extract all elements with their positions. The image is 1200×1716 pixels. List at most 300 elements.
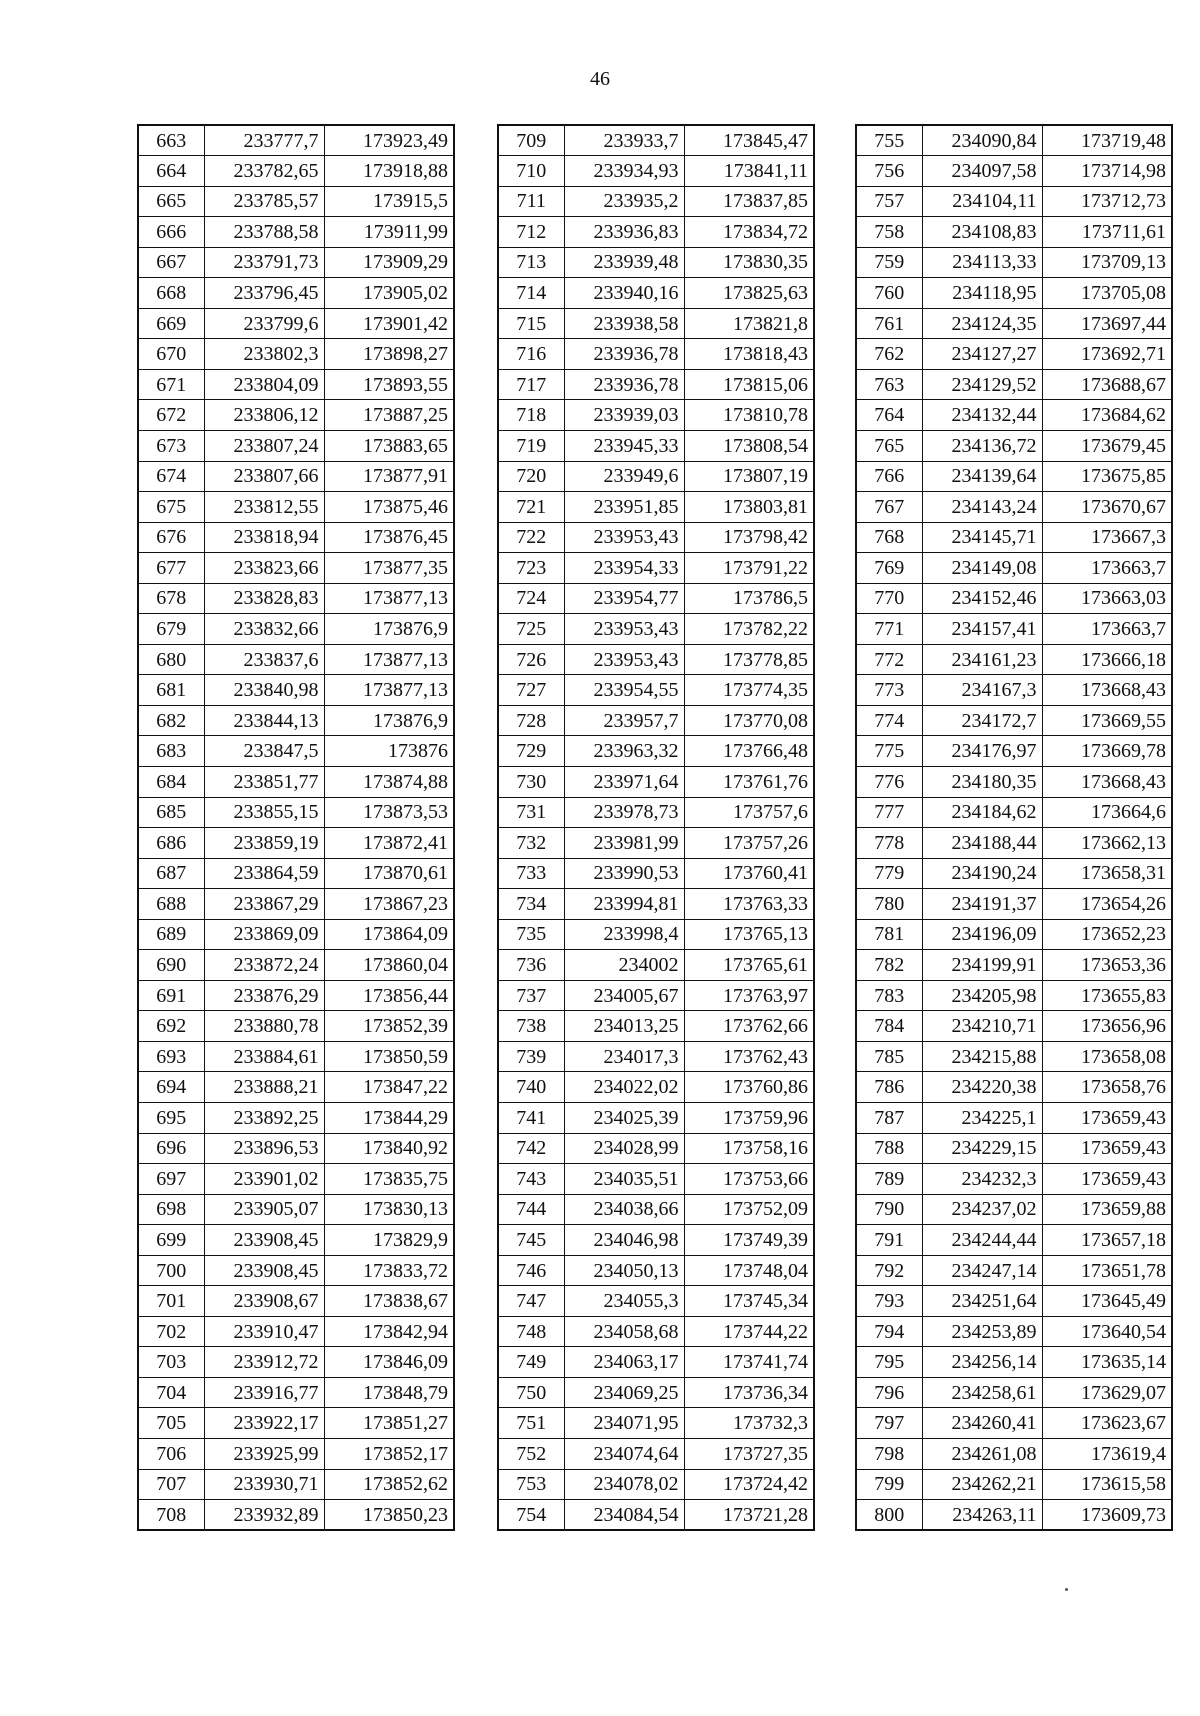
x-coordinate-cell: 234127,27 (922, 339, 1042, 370)
y-coordinate-cell: 173835,75 (324, 1164, 454, 1195)
y-coordinate-cell: 173848,79 (324, 1377, 454, 1408)
point-number-cell: 692 (138, 1011, 204, 1042)
y-coordinate-cell: 173818,43 (684, 339, 814, 370)
x-coordinate-cell: 234237,02 (922, 1194, 1042, 1225)
y-coordinate-cell: 173736,34 (684, 1377, 814, 1408)
point-number-cell: 786 (856, 1072, 922, 1103)
y-coordinate-cell: 173815,06 (684, 369, 814, 400)
table-row (138, 1500, 454, 1531)
table-row (498, 1072, 814, 1103)
y-coordinate-cell: 173770,08 (684, 705, 814, 736)
x-coordinate-cell: 233954,33 (564, 553, 684, 584)
y-coordinate-cell: 173709,13 (1042, 247, 1172, 278)
table-row (138, 1103, 454, 1134)
point-number-cell: 772 (856, 644, 922, 675)
y-coordinate-cell: 173852,39 (324, 1011, 454, 1042)
y-coordinate-cell: 173765,61 (684, 950, 814, 981)
point-number-cell: 689 (138, 919, 204, 950)
y-coordinate-cell: 173774,35 (684, 675, 814, 706)
x-coordinate-cell: 233806,12 (204, 400, 324, 431)
y-coordinate-cell: 173609,73 (1042, 1500, 1172, 1531)
y-coordinate-cell: 173721,28 (684, 1500, 814, 1531)
table-row (138, 1041, 454, 1072)
table-row (856, 278, 1172, 309)
table-row (498, 675, 814, 706)
y-coordinate-cell: 173744,22 (684, 1316, 814, 1347)
x-coordinate-cell: 234263,11 (922, 1500, 1042, 1531)
x-coordinate-cell: 233818,94 (204, 522, 324, 553)
table-row (856, 1286, 1172, 1317)
table-row (856, 1194, 1172, 1225)
y-coordinate-cell: 173724,42 (684, 1469, 814, 1500)
x-coordinate-cell: 233782,65 (204, 156, 324, 187)
point-number-cell: 768 (856, 522, 922, 553)
y-coordinate-cell: 173663,03 (1042, 583, 1172, 614)
point-number-cell: 715 (498, 308, 564, 339)
point-number-cell: 666 (138, 217, 204, 248)
table-row (138, 1377, 454, 1408)
x-coordinate-cell: 233847,5 (204, 736, 324, 767)
point-number-cell: 707 (138, 1469, 204, 1500)
table-row (498, 1347, 814, 1378)
coordinates-table-1 (137, 124, 455, 1531)
x-coordinate-cell: 233957,7 (564, 705, 684, 736)
x-coordinate-cell: 233788,58 (204, 217, 324, 248)
table-row (138, 919, 454, 950)
table-row (498, 1316, 814, 1347)
point-number-cell: 685 (138, 797, 204, 828)
x-coordinate-cell: 234132,44 (922, 400, 1042, 431)
table-row (498, 705, 814, 736)
point-number-cell: 693 (138, 1041, 204, 1072)
x-coordinate-cell: 234090,84 (922, 125, 1042, 156)
table-row (138, 1011, 454, 1042)
x-coordinate-cell: 233840,98 (204, 675, 324, 706)
table-row (498, 125, 814, 156)
point-number-cell: 669 (138, 308, 204, 339)
table-row (856, 1133, 1172, 1164)
table-row (498, 980, 814, 1011)
x-coordinate-cell: 234229,15 (922, 1133, 1042, 1164)
table-row (856, 369, 1172, 400)
x-coordinate-cell: 233935,2 (564, 186, 684, 217)
y-coordinate-cell: 173652,23 (1042, 919, 1172, 950)
y-coordinate-cell: 173766,48 (684, 736, 814, 767)
table-row (856, 858, 1172, 889)
y-coordinate-cell: 173714,98 (1042, 156, 1172, 187)
point-number-cell: 752 (498, 1439, 564, 1470)
y-coordinate-cell: 173760,86 (684, 1072, 814, 1103)
x-coordinate-cell: 234191,37 (922, 889, 1042, 920)
y-coordinate-cell: 173872,41 (324, 828, 454, 859)
x-coordinate-cell: 234261,08 (922, 1439, 1042, 1470)
point-number-cell: 745 (498, 1225, 564, 1256)
x-coordinate-cell: 233922,17 (204, 1408, 324, 1439)
x-coordinate-cell: 234143,24 (922, 492, 1042, 523)
point-number-cell: 665 (138, 186, 204, 217)
x-coordinate-cell: 233864,59 (204, 858, 324, 889)
y-coordinate-cell: 173870,61 (324, 858, 454, 889)
table-row (498, 1011, 814, 1042)
y-coordinate-cell: 173876,9 (324, 705, 454, 736)
table-row (498, 1133, 814, 1164)
table-row (138, 1286, 454, 1317)
y-coordinate-cell: 173697,44 (1042, 308, 1172, 339)
point-number-cell: 739 (498, 1041, 564, 1072)
y-coordinate-cell: 173659,43 (1042, 1164, 1172, 1195)
point-number-cell: 766 (856, 461, 922, 492)
table-row (138, 1408, 454, 1439)
y-coordinate-cell: 173752,09 (684, 1194, 814, 1225)
y-coordinate-cell: 173875,46 (324, 492, 454, 523)
x-coordinate-cell: 234139,64 (922, 461, 1042, 492)
x-coordinate-cell: 233804,09 (204, 369, 324, 400)
y-coordinate-cell: 173850,23 (324, 1500, 454, 1531)
table-row (498, 186, 814, 217)
table-row (856, 156, 1172, 187)
table-row (856, 1164, 1172, 1195)
x-coordinate-cell: 234038,66 (564, 1194, 684, 1225)
y-coordinate-cell: 173669,55 (1042, 705, 1172, 736)
y-coordinate-cell: 173877,13 (324, 644, 454, 675)
x-coordinate-cell: 233949,6 (564, 461, 684, 492)
point-number-cell: 668 (138, 278, 204, 309)
table-row (856, 736, 1172, 767)
y-coordinate-cell: 173909,29 (324, 247, 454, 278)
x-coordinate-cell: 234071,95 (564, 1408, 684, 1439)
y-coordinate-cell: 173905,02 (324, 278, 454, 309)
y-coordinate-cell: 173837,85 (684, 186, 814, 217)
table-row (138, 553, 454, 584)
x-coordinate-cell: 233940,16 (564, 278, 684, 309)
x-coordinate-cell: 233936,78 (564, 369, 684, 400)
point-number-cell: 746 (498, 1255, 564, 1286)
x-coordinate-cell: 233905,07 (204, 1194, 324, 1225)
point-number-cell: 670 (138, 339, 204, 370)
table-row (498, 828, 814, 859)
y-coordinate-cell: 173887,25 (324, 400, 454, 431)
point-number-cell: 708 (138, 1500, 204, 1531)
point-number-cell: 683 (138, 736, 204, 767)
x-coordinate-cell: 233823,66 (204, 553, 324, 584)
y-coordinate-cell: 173753,66 (684, 1164, 814, 1195)
point-number-cell: 684 (138, 766, 204, 797)
x-coordinate-cell: 234084,54 (564, 1500, 684, 1531)
x-coordinate-cell: 233945,33 (564, 430, 684, 461)
table-row (138, 705, 454, 736)
table-row (856, 614, 1172, 645)
point-number-cell: 730 (498, 766, 564, 797)
x-coordinate-cell: 234180,35 (922, 766, 1042, 797)
x-coordinate-cell: 233867,29 (204, 889, 324, 920)
point-number-cell: 742 (498, 1133, 564, 1164)
point-number-cell: 767 (856, 492, 922, 523)
point-number-cell: 788 (856, 1133, 922, 1164)
x-coordinate-cell: 233953,43 (564, 522, 684, 553)
y-coordinate-cell: 173711,61 (1042, 217, 1172, 248)
table-row (498, 1194, 814, 1225)
x-coordinate-cell: 233910,47 (204, 1316, 324, 1347)
point-number-cell: 785 (856, 1041, 922, 1072)
table-row (498, 1286, 814, 1317)
y-coordinate-cell: 173821,8 (684, 308, 814, 339)
point-number-cell: 787 (856, 1103, 922, 1134)
x-coordinate-cell: 234232,3 (922, 1164, 1042, 1195)
table-row (498, 614, 814, 645)
x-coordinate-cell: 234196,09 (922, 919, 1042, 950)
table-row (138, 1347, 454, 1378)
y-coordinate-cell: 173670,67 (1042, 492, 1172, 523)
table-row (498, 1164, 814, 1195)
x-coordinate-cell: 234262,21 (922, 1469, 1042, 1500)
point-number-cell: 679 (138, 614, 204, 645)
x-coordinate-cell: 233953,43 (564, 614, 684, 645)
y-coordinate-cell: 173629,07 (1042, 1377, 1172, 1408)
x-coordinate-cell: 233939,48 (564, 247, 684, 278)
x-coordinate-cell: 233971,64 (564, 766, 684, 797)
x-coordinate-cell: 234190,24 (922, 858, 1042, 889)
point-number-cell: 691 (138, 980, 204, 1011)
y-coordinate-cell: 173763,97 (684, 980, 814, 1011)
point-number-cell: 750 (498, 1377, 564, 1408)
point-number-cell: 678 (138, 583, 204, 614)
y-coordinate-cell: 173656,96 (1042, 1011, 1172, 1042)
x-coordinate-cell: 234225,1 (922, 1103, 1042, 1134)
point-number-cell: 673 (138, 430, 204, 461)
point-number-cell: 664 (138, 156, 204, 187)
y-coordinate-cell: 173877,35 (324, 553, 454, 584)
point-number-cell: 663 (138, 125, 204, 156)
x-coordinate-cell: 234074,64 (564, 1439, 684, 1470)
point-number-cell: 687 (138, 858, 204, 889)
x-coordinate-cell: 234253,89 (922, 1316, 1042, 1347)
x-coordinate-cell: 233785,57 (204, 186, 324, 217)
x-coordinate-cell: 233930,71 (204, 1469, 324, 1500)
x-coordinate-cell: 233901,02 (204, 1164, 324, 1195)
point-number-cell: 800 (856, 1500, 922, 1531)
table-row (856, 339, 1172, 370)
table-row (856, 1500, 1172, 1531)
x-coordinate-cell: 233936,78 (564, 339, 684, 370)
table-row (856, 461, 1172, 492)
table-row (138, 583, 454, 614)
y-coordinate-cell: 173719,48 (1042, 125, 1172, 156)
x-coordinate-cell: 234108,83 (922, 217, 1042, 248)
x-coordinate-cell: 234017,3 (564, 1041, 684, 1072)
x-coordinate-cell: 234215,88 (922, 1041, 1042, 1072)
table-row (498, 1500, 814, 1531)
point-number-cell: 711 (498, 186, 564, 217)
table-row (138, 828, 454, 859)
y-coordinate-cell: 173658,76 (1042, 1072, 1172, 1103)
point-number-cell: 694 (138, 1072, 204, 1103)
point-number-cell: 675 (138, 492, 204, 523)
point-number-cell: 731 (498, 797, 564, 828)
x-coordinate-cell: 234136,72 (922, 430, 1042, 461)
y-coordinate-cell: 173911,99 (324, 217, 454, 248)
y-coordinate-cell: 173808,54 (684, 430, 814, 461)
table-row (138, 1225, 454, 1256)
x-coordinate-cell: 233884,61 (204, 1041, 324, 1072)
point-number-cell: 778 (856, 828, 922, 859)
y-coordinate-cell: 173635,14 (1042, 1347, 1172, 1378)
table-row (856, 1439, 1172, 1470)
point-number-cell: 744 (498, 1194, 564, 1225)
point-number-cell: 697 (138, 1164, 204, 1195)
table-row (138, 736, 454, 767)
table-row (856, 828, 1172, 859)
table-row (138, 247, 454, 278)
y-coordinate-cell: 173623,67 (1042, 1408, 1172, 1439)
x-coordinate-cell: 234258,61 (922, 1377, 1042, 1408)
x-coordinate-cell: 233998,4 (564, 919, 684, 950)
x-coordinate-cell: 234152,46 (922, 583, 1042, 614)
table-row (138, 522, 454, 553)
point-number-cell: 762 (856, 339, 922, 370)
table-row (498, 1103, 814, 1134)
table-row (498, 1469, 814, 1500)
x-coordinate-cell: 233896,53 (204, 1133, 324, 1164)
y-coordinate-cell: 173758,16 (684, 1133, 814, 1164)
point-number-cell: 797 (856, 1408, 922, 1439)
y-coordinate-cell: 173876,45 (324, 522, 454, 553)
y-coordinate-cell: 173745,34 (684, 1286, 814, 1317)
point-number-cell: 676 (138, 522, 204, 553)
table-row (498, 400, 814, 431)
y-coordinate-cell: 173901,42 (324, 308, 454, 339)
x-coordinate-cell: 234063,17 (564, 1347, 684, 1378)
point-number-cell: 773 (856, 675, 922, 706)
point-number-cell: 793 (856, 1286, 922, 1317)
y-coordinate-cell: 173842,94 (324, 1316, 454, 1347)
x-coordinate-cell: 234205,98 (922, 980, 1042, 1011)
y-coordinate-cell: 173898,27 (324, 339, 454, 370)
y-coordinate-cell: 173763,33 (684, 889, 814, 920)
point-number-cell: 770 (856, 583, 922, 614)
x-coordinate-cell: 234035,51 (564, 1164, 684, 1195)
y-coordinate-cell: 173654,26 (1042, 889, 1172, 920)
point-number-cell: 757 (856, 186, 922, 217)
point-number-cell: 702 (138, 1316, 204, 1347)
coordinates-table-2 (497, 124, 815, 1531)
table-row (498, 217, 814, 248)
x-coordinate-cell: 233916,77 (204, 1377, 324, 1408)
y-coordinate-cell: 173727,35 (684, 1439, 814, 1470)
table-row (138, 1164, 454, 1195)
table-row (856, 186, 1172, 217)
x-coordinate-cell: 233925,99 (204, 1439, 324, 1470)
y-coordinate-cell: 173760,41 (684, 858, 814, 889)
y-coordinate-cell: 173893,55 (324, 369, 454, 400)
table-row (856, 919, 1172, 950)
table-row (138, 1255, 454, 1286)
x-coordinate-cell: 234220,38 (922, 1072, 1042, 1103)
x-coordinate-cell: 234118,95 (922, 278, 1042, 309)
y-coordinate-cell: 173810,78 (684, 400, 814, 431)
point-number-cell: 729 (498, 736, 564, 767)
y-coordinate-cell: 173615,58 (1042, 1469, 1172, 1500)
point-number-cell: 798 (856, 1439, 922, 1470)
table-row (498, 522, 814, 553)
y-coordinate-cell: 173679,45 (1042, 430, 1172, 461)
y-coordinate-cell: 173825,63 (684, 278, 814, 309)
point-number-cell: 734 (498, 889, 564, 920)
table-row (856, 797, 1172, 828)
y-coordinate-cell: 173864,09 (324, 919, 454, 950)
x-coordinate-cell: 234199,91 (922, 950, 1042, 981)
y-coordinate-cell: 173688,67 (1042, 369, 1172, 400)
y-coordinate-cell: 173712,73 (1042, 186, 1172, 217)
point-number-cell: 771 (856, 614, 922, 645)
x-coordinate-cell: 233892,25 (204, 1103, 324, 1134)
point-number-cell: 751 (498, 1408, 564, 1439)
x-coordinate-cell: 234260,41 (922, 1408, 1042, 1439)
x-coordinate-cell: 234050,13 (564, 1255, 684, 1286)
x-coordinate-cell: 234025,39 (564, 1103, 684, 1134)
y-coordinate-cell: 173619,4 (1042, 1439, 1172, 1470)
table-row (856, 1011, 1172, 1042)
point-number-cell: 690 (138, 950, 204, 981)
point-number-cell: 795 (856, 1347, 922, 1378)
y-coordinate-cell: 173923,49 (324, 125, 454, 156)
y-coordinate-cell: 173838,67 (324, 1286, 454, 1317)
table-row (856, 705, 1172, 736)
x-coordinate-cell: 233932,89 (204, 1500, 324, 1531)
table-row (138, 430, 454, 461)
y-coordinate-cell: 173663,7 (1042, 553, 1172, 584)
point-number-cell: 782 (856, 950, 922, 981)
table-row (138, 858, 454, 889)
x-coordinate-cell: 234078,02 (564, 1469, 684, 1500)
y-coordinate-cell: 173658,31 (1042, 858, 1172, 889)
y-coordinate-cell: 173669,78 (1042, 736, 1172, 767)
y-coordinate-cell: 173833,72 (324, 1255, 454, 1286)
point-number-cell: 740 (498, 1072, 564, 1103)
point-number-cell: 756 (856, 156, 922, 187)
table-row (856, 644, 1172, 675)
table-row (498, 766, 814, 797)
page-number: 46 (590, 68, 610, 90)
x-coordinate-cell: 233872,24 (204, 950, 324, 981)
point-number-cell: 703 (138, 1347, 204, 1378)
point-number-cell: 720 (498, 461, 564, 492)
y-coordinate-cell: 173663,7 (1042, 614, 1172, 645)
table-row (856, 553, 1172, 584)
point-number-cell: 749 (498, 1347, 564, 1378)
point-number-cell: 755 (856, 125, 922, 156)
y-coordinate-cell: 173791,22 (684, 553, 814, 584)
point-number-cell: 776 (856, 766, 922, 797)
table-row (138, 980, 454, 1011)
x-coordinate-cell: 234247,14 (922, 1255, 1042, 1286)
point-number-cell: 796 (856, 1377, 922, 1408)
y-coordinate-cell: 173757,6 (684, 797, 814, 828)
table-row (498, 430, 814, 461)
table-row (856, 1103, 1172, 1134)
y-coordinate-cell: 173657,18 (1042, 1225, 1172, 1256)
point-number-cell: 753 (498, 1469, 564, 1500)
y-coordinate-cell: 173653,36 (1042, 950, 1172, 981)
table-row (138, 1469, 454, 1500)
table-row (498, 339, 814, 370)
table-row (498, 369, 814, 400)
table-row (138, 492, 454, 523)
point-number-cell: 699 (138, 1225, 204, 1256)
table-row (856, 1255, 1172, 1286)
point-number-cell: 738 (498, 1011, 564, 1042)
point-number-cell: 733 (498, 858, 564, 889)
x-coordinate-cell: 233934,93 (564, 156, 684, 187)
